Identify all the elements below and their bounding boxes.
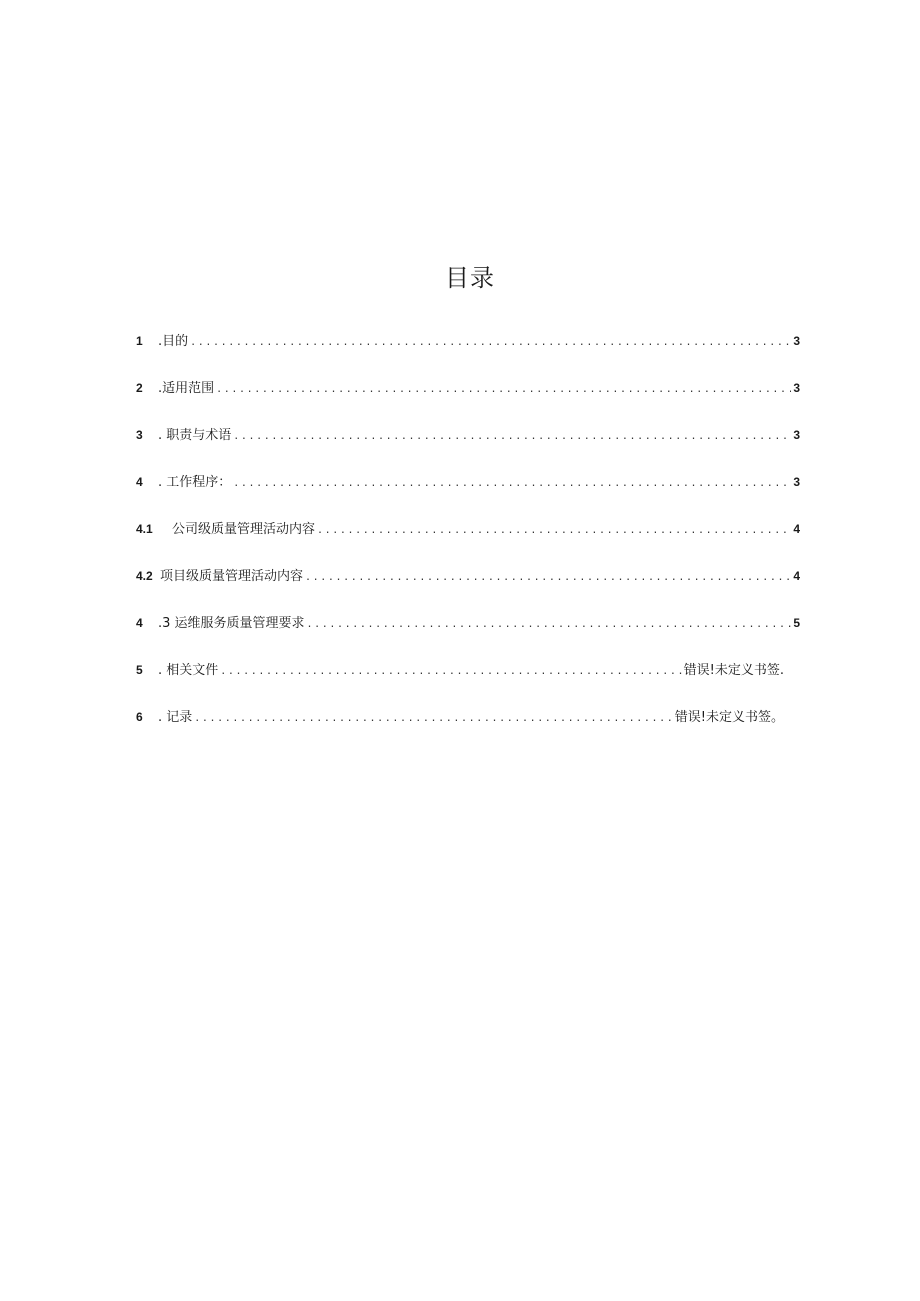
toc-entry-page: 3: [793, 475, 800, 489]
toc-entry-number: 4.2: [136, 569, 153, 583]
toc-entry-page: 4: [793, 569, 800, 583]
toc-leader-dots: [233, 473, 791, 495]
toc-entry-label: .适用范围: [158, 381, 215, 396]
toc-entry[interactable]: [136, 377, 800, 399]
toc-entry-label: . 记录: [158, 710, 193, 725]
toc-leader-dots: [305, 567, 791, 589]
toc-entry[interactable]: [136, 330, 800, 352]
toc-entry-number: 4.1: [136, 522, 153, 536]
toc-entry-page: 3: [793, 428, 800, 442]
toc-leader-dots: [307, 614, 792, 636]
toc-entry-number: 4: [136, 616, 143, 630]
toc-leader-dots: [190, 332, 791, 354]
toc-entry[interactable]: [136, 518, 800, 540]
toc-entry-number: 5: [136, 663, 143, 677]
toc-entry-label: . 工作程序：: [158, 475, 232, 490]
toc-entry-page: 3: [793, 334, 800, 348]
toc-entry-number: 1: [136, 334, 143, 348]
toc-entry-page: 5: [793, 616, 800, 630]
toc-entry-page: 4: [793, 522, 800, 536]
toc-title: 目录: [445, 264, 495, 292]
toc-entry-page: 3: [793, 381, 800, 395]
toc-entry-label: 项目级质量管理活动内容: [160, 569, 304, 584]
toc-entry[interactable]: [136, 612, 800, 634]
toc-leader-dots: [194, 708, 673, 730]
toc-entry[interactable]: [136, 424, 800, 446]
toc-entry-number: 3: [136, 428, 143, 442]
toc-entry-number: 2: [136, 381, 143, 395]
toc-entry-label: .3 运维服务质量管理要求: [158, 616, 305, 631]
toc-entry-number: 4: [136, 475, 143, 489]
toc-entry-label: 公司级质量管理活动内容: [172, 522, 316, 537]
toc-entry-number: 6: [136, 710, 143, 724]
toc-entry-label: . 相关文件: [158, 663, 219, 678]
toc-entry[interactable]: [136, 565, 800, 587]
toc-entry-label: .目的: [158, 334, 189, 349]
toc-entry[interactable]: [136, 706, 800, 728]
toc-entry[interactable]: [136, 471, 800, 493]
toc-leader-dots: [317, 520, 791, 542]
toc-leader-dots: [220, 661, 681, 683]
toc-leader-dots: [233, 426, 791, 448]
toc-entry-page: 错误!未定义书签.: [683, 663, 784, 678]
toc-entry-page: 错误!未定义书签。: [674, 710, 784, 725]
toc-entry-label: . 职责与术语: [158, 428, 232, 443]
toc-leader-dots: [216, 379, 791, 401]
toc-entry[interactable]: [136, 659, 800, 681]
